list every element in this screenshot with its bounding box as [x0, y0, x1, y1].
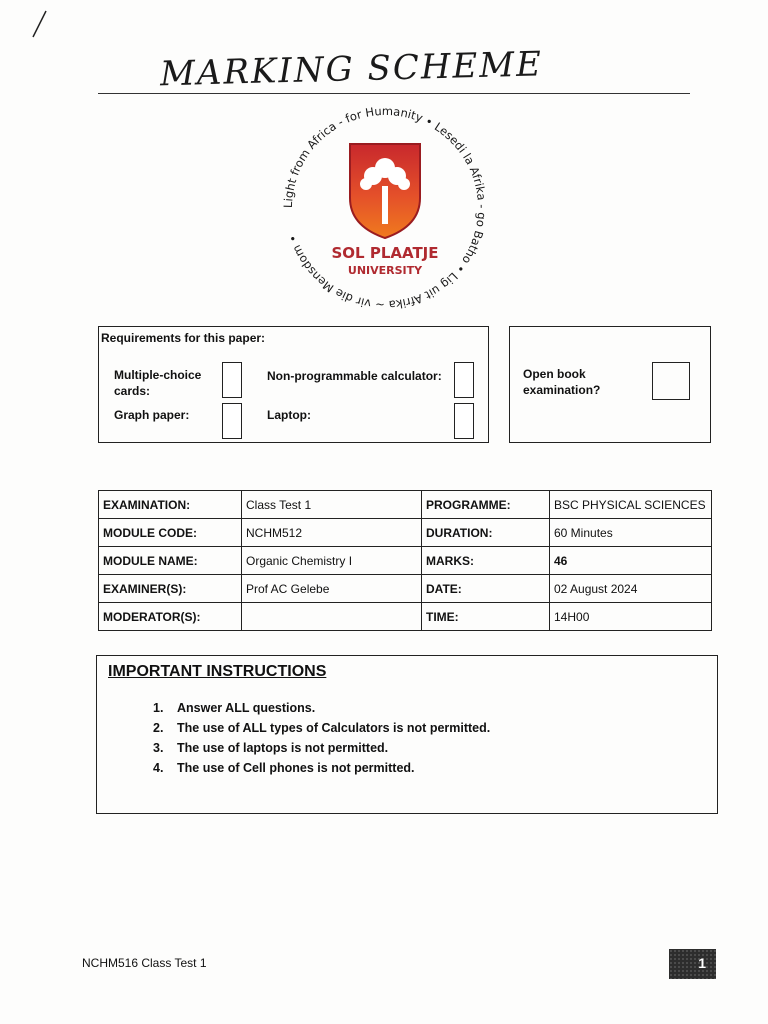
seal-ring-text: Light from Africa - for Humanity • Lesedi la Afrika - go Batho • Lig uit Afrika ~ vir die Mensdom •	[280, 103, 490, 313]
mcq-label: Multiple-choice cards:	[114, 368, 202, 398]
graph-paper-label: Graph paper:	[114, 408, 190, 422]
open-book-box	[509, 326, 711, 443]
table-label-cell: EXAMINATION:	[99, 491, 242, 519]
university-name-line1: SOL PLAATJE	[331, 244, 439, 262]
graph-paper-checkbox[interactable]	[222, 403, 242, 439]
laptop-label: Laptop:	[267, 408, 311, 422]
calculator-checkbox[interactable]	[454, 362, 474, 398]
instructions-title: IMPORTANT INSTRUCTIONS	[108, 663, 327, 680]
table-value-cell: 46	[550, 547, 712, 575]
table-row	[99, 491, 712, 519]
table-value-cell: Class Test 1	[242, 491, 422, 519]
instruction-item	[153, 698, 490, 718]
table-label-cell: DATE:	[422, 575, 550, 603]
requirements-box	[98, 326, 489, 443]
calculator-label: Non-programmable calculator:	[267, 369, 442, 383]
table-value-cell	[242, 603, 422, 631]
instruction-item	[153, 738, 490, 758]
table-label-cell: MODERATOR(S):	[99, 603, 242, 631]
table-label-cell: MARKS:	[422, 547, 550, 575]
pen-stroke	[30, 8, 50, 40]
table-value-cell: 14H00	[550, 603, 712, 631]
table-value-cell: 02 August 2024	[550, 575, 712, 603]
instruction-number: 3.	[153, 741, 164, 755]
instructions-box	[96, 655, 718, 814]
page-number: 1	[669, 949, 716, 979]
university-logo	[270, 98, 500, 318]
footer-module-text: NCHM516 Class Test 1	[82, 956, 207, 970]
table-label-cell: MODULE CODE:	[99, 519, 242, 547]
table-value-cell: Prof AC Gelebe	[242, 575, 422, 603]
handwritten-title: MARKING SCHEME	[159, 44, 544, 95]
instruction-number: 1.	[153, 701, 164, 715]
title-rule	[98, 93, 690, 94]
table-row	[99, 519, 712, 547]
laptop-checkbox[interactable]	[454, 403, 474, 439]
instruction-text: The use of ALL types of Calculators is not permitted.	[177, 721, 491, 735]
open-book-label: Open book examination?	[523, 367, 601, 397]
instruction-text: The use of laptops is not permitted.	[177, 741, 389, 755]
table-value-cell: NCHM512	[242, 519, 422, 547]
table-value-cell: BSC PHYSICAL SCIENCES	[550, 491, 712, 519]
mcq-checkbox[interactable]	[222, 362, 242, 398]
instruction-text: Answer ALL questions.	[177, 701, 316, 715]
table-value-cell: 60 Minutes	[550, 519, 712, 547]
instruction-number: 4.	[153, 761, 164, 775]
table-label-cell: PROGRAMME:	[422, 491, 550, 519]
table-label-cell: DURATION:	[422, 519, 550, 547]
exam-info-table	[98, 490, 712, 631]
table-row	[99, 547, 712, 575]
instruction-number: 2.	[153, 721, 164, 735]
instructions-list	[153, 698, 490, 778]
table-label-cell: MODULE NAME:	[99, 547, 242, 575]
university-name-line2: UNIVERSITY	[347, 264, 423, 277]
open-book-checkbox[interactable]	[652, 362, 690, 400]
table-row	[99, 575, 712, 603]
table-row	[99, 603, 712, 631]
table-label-cell: TIME:	[422, 603, 550, 631]
instruction-text: The use of Cell phones is not permitted.	[177, 761, 415, 775]
instruction-item	[153, 718, 490, 738]
table-value-cell: Organic Chemistry I	[242, 547, 422, 575]
table-label-cell: EXAMINER(S):	[99, 575, 242, 603]
instruction-item	[153, 758, 490, 778]
requirements-header: Requirements for this paper:	[101, 331, 266, 345]
